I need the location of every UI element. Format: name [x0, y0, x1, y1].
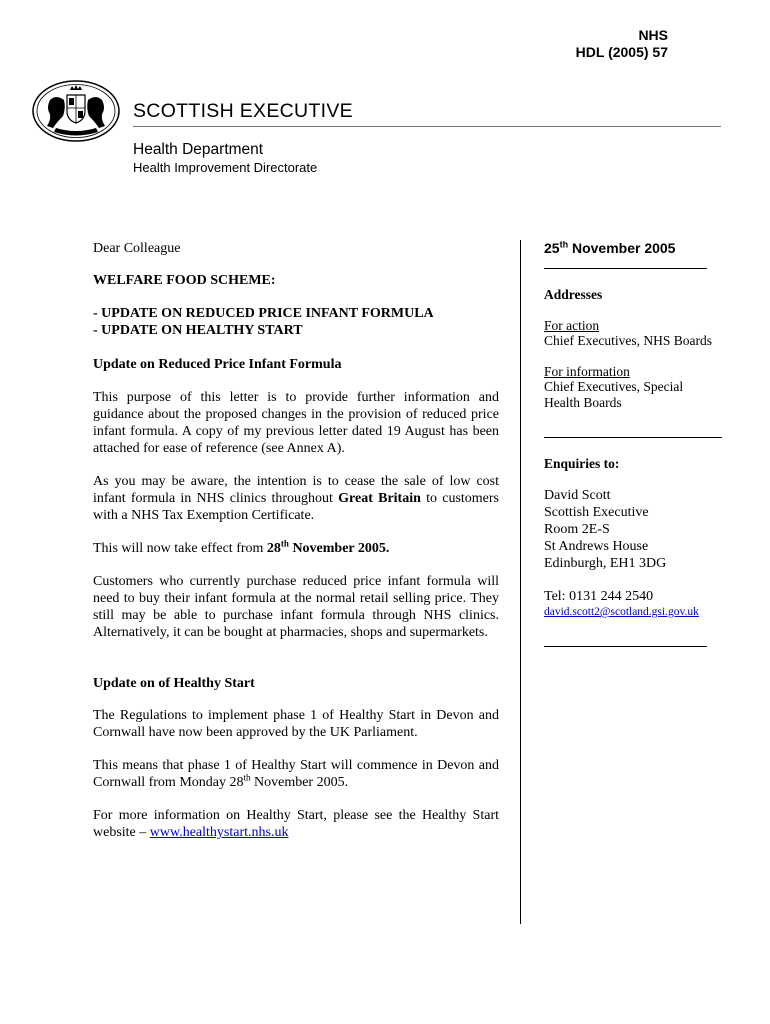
paragraph-purpose: This purpose of this letter is to provide further information and guidance about the proposed changes in the provision of reduced price infant formula. A copy of my previous letter dated 19 August has been attached for ease of reference (see Annex A). [93, 390, 499, 456]
sidebar-rule-3 [544, 646, 707, 647]
letter-subtitle-2: - UPDATE ON HEALTHY START [93, 323, 303, 338]
paragraph-cease-sale: As you may be aware, the intention is to cease the sale of low cost infant formula in NHS clinics throughout Great Britain to customers with a NHS Tax Exemption Certificate. [93, 474, 499, 523]
salutation: Dear Colleague [93, 241, 181, 256]
paragraph-customers: Customers who currently purchase reduced price infant formula will need to buy their infant formula at the normal retail selling price. They still may be able to purchase infant formula through NHS clinics. Alternatively, it can be bought at pharmacies, shops and supermarkets. [93, 574, 499, 640]
contact-name: David Scott [544, 488, 611, 503]
great-britain-emphasis: Great Britain [338, 491, 421, 506]
paragraph-regulations: The Regulations to implement phase 1 of Healthy Start in Devon and Cornwall have now been approved by the UK Parliament. [93, 708, 499, 740]
contact-email-link[interactable]: david.scott2@scotland.gsi.gov.uk [544, 606, 699, 618]
letter-subtitle-1: - UPDATE ON REDUCED PRICE INFANT FORMULA [93, 306, 434, 321]
royal-crest-logo [32, 80, 120, 142]
contact-room: Room 2E-S [544, 522, 610, 537]
organisation-name: SCOTTISH EXECUTIVE [133, 100, 353, 122]
department-name: Health Department [133, 141, 264, 158]
reference-hdl: HDL (2005) 57 [575, 44, 668, 60]
paragraph-more-info: For more information on Healthy Start, please see the Healthy Start website – www.healthystart.nhs.uk [93, 808, 499, 840]
reference-code [576, 27, 668, 61]
letter-title: WELFARE FOOD SCHEME: [93, 273, 276, 288]
section-heading-infant-formula: Update on Reduced Price Infant Formula [93, 357, 342, 372]
for-information-label: For information [544, 364, 630, 379]
healthy-start-website-link[interactable]: www.healthystart.nhs.uk [149, 825, 289, 840]
paragraph-effective-date: This will now take effect from 28th November 2005. [93, 538, 390, 556]
column-divider [520, 240, 521, 924]
paragraph-phase-1: This means that phase 1 of Healthy Start will commence in Devon and Cornwall from Monday 28th November 2005. [93, 758, 499, 790]
enquiries-heading: Enquiries to: [544, 456, 620, 471]
directorate-name: Health Improvement Directorate [133, 160, 318, 175]
contact-building: St Andrews House [544, 539, 649, 554]
sidebar-rule-1 [544, 268, 707, 269]
contact-organisation: Scottish Executive [544, 505, 649, 520]
section-heading-healthy-start: Update on of Healthy Start [93, 676, 255, 691]
addresses-heading: Addresses [544, 287, 603, 302]
reference-nhs: NHS [638, 27, 668, 43]
contact-email-wrap [544, 604, 744, 620]
letterhead-rule [133, 126, 721, 127]
letter-date: 25th November 2005 [544, 239, 676, 256]
for-information-value: Chief Executives, Special Health Boards [544, 379, 684, 410]
contact-telephone: Tel: 0131 244 2540 [544, 589, 654, 604]
sidebar-rule-2 [544, 437, 722, 438]
contact-city: Edinburgh, EH1 3DG [544, 556, 667, 571]
for-action-value: Chief Executives, NHS Boards [544, 333, 712, 348]
for-action-label: For action [544, 318, 600, 333]
